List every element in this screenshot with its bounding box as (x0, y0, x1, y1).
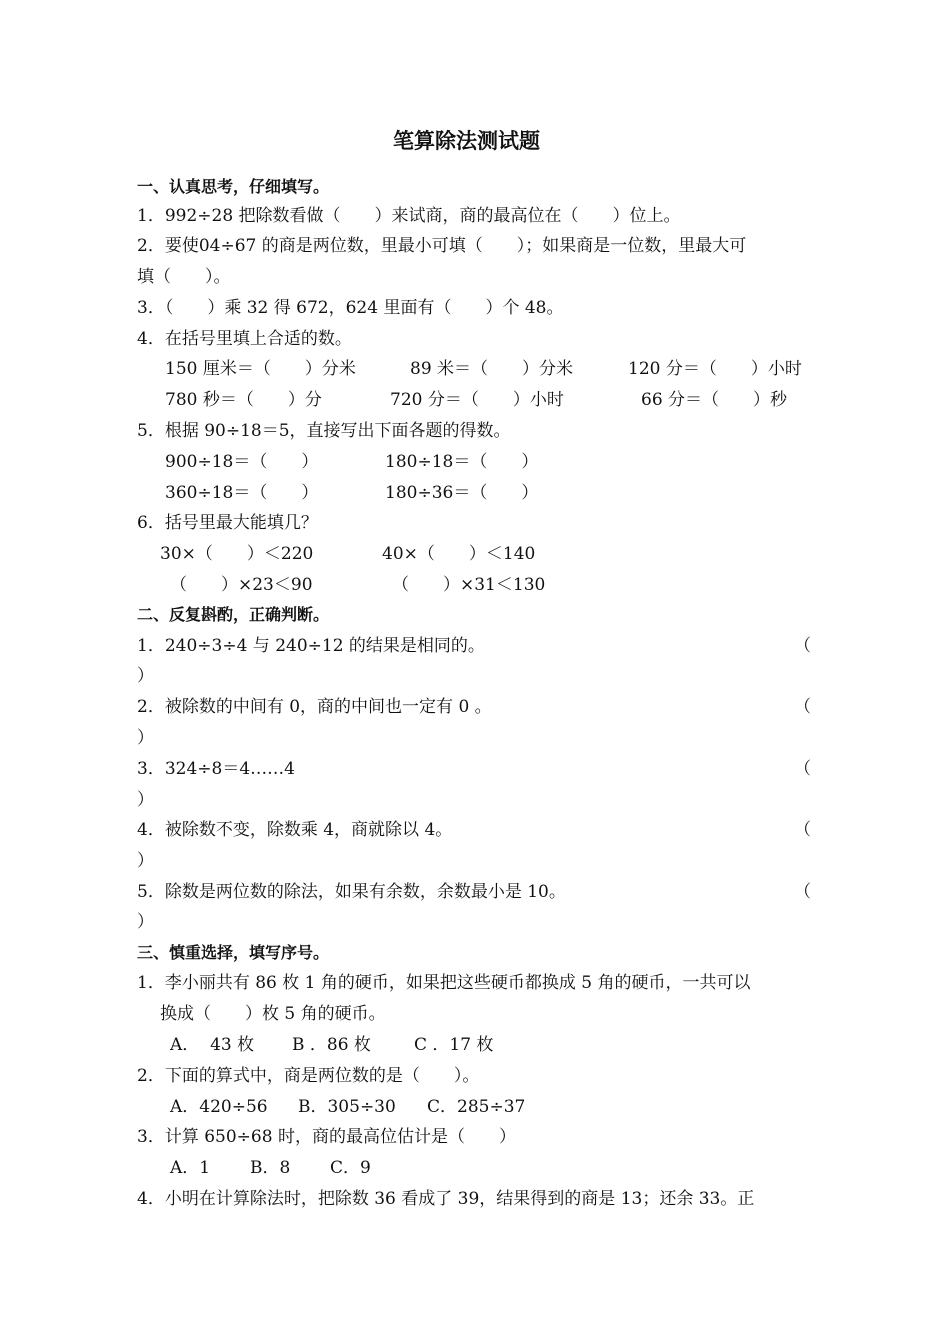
answer-paren-open: （ (794, 697, 811, 717)
s1-question-2-line-2: 填（ ）。 (137, 267, 231, 287)
s1-question-2-line-1: 2．要使04÷67 的商是两位数，里最小可填（ ）；如果商是一位数，里最大可 (137, 236, 747, 256)
answer-paren-open: （ (794, 636, 811, 656)
judgement-item-5: 5．除数是两位数的除法，如果有余数，余数最小是 10。 (137, 882, 566, 902)
unit-blank-item: 89 米＝（ ）分米 (410, 359, 574, 379)
choice-question-4: 4．小明在计算除法时，把除数 36 看成了 39，结果得到的商是 13；还余 33。正 (137, 1189, 755, 1209)
s1-question-3: 3．（ ）乘 32 得 672，624 里面有（ ）个 48。 (137, 298, 564, 318)
unit-blank-item: 66 分＝（ ）秒 (641, 390, 788, 410)
judgement-item-3: 3．324÷8＝4……4 (137, 759, 295, 779)
choice-option-b: B ．86 枚 (292, 1035, 371, 1055)
division-blank-item: 180÷18＝（ ） (385, 452, 539, 472)
choice-question-3: 3．计算 650÷68 时，商的最高位估计是（ ） (137, 1127, 516, 1147)
unit-blank-item: 150 厘米＝（ ）分米 (165, 359, 356, 379)
section-1-heading: 一、认真思考，仔细填写。 (137, 177, 330, 196)
choice-option-b: B．305÷30 (298, 1097, 396, 1117)
inequality-item: 30×（ ）＜220 (160, 544, 314, 564)
page-title: 笔算除法测试题 (393, 129, 540, 153)
unit-blank-item: 720 分＝（ ）小时 (390, 390, 564, 410)
choice-option-a: A．420÷56 (170, 1097, 268, 1117)
inequality-item: 40×（ ）＜140 (382, 544, 536, 564)
choice-question-1-line-1: 1．李小丽共有 86 枚 1 角的硬币，如果把这些硬币都换成 5 角的硬币，一共可以 (137, 973, 751, 993)
unit-blank-item: 780 秒＝（ ）分 (165, 390, 322, 410)
division-blank-item: 900÷18＝（ ） (165, 452, 319, 472)
answer-paren-close: ） (137, 790, 154, 810)
answer-paren-open: （ (794, 820, 811, 840)
choice-question-1-line-2: 换成（ ）枚 5 角的硬币。 (160, 1004, 386, 1024)
division-blank-item: 360÷18＝（ ） (165, 483, 319, 503)
inequality-item: （ ）×23＜90 (170, 575, 313, 595)
answer-paren-open: （ (794, 882, 811, 902)
s1-question-6: 6．括号里最大能填几？ (137, 513, 318, 533)
answer-paren-close: ） (137, 912, 154, 932)
section-3-heading: 三、慎重选择，填写序号。 (137, 943, 330, 962)
s1-question-5: 5．根据 90÷18＝5，直接写出下面各题的得数。 (137, 421, 511, 441)
choice-option-c: C ．17 枚 (414, 1035, 494, 1055)
answer-paren-close: ） (137, 728, 154, 748)
unit-blank-item: 120 分＝（ ）小时 (628, 359, 802, 379)
inequality-item: （ ）×31＜130 (392, 575, 546, 595)
choice-option-a: A． 43 枚 (170, 1035, 255, 1055)
answer-paren-close: ） (137, 851, 154, 871)
choice-question-2: 2．下面的算式中，商是两位数的是（ ）。 (137, 1066, 480, 1086)
s1-question-4: 4．在括号里填上合适的数。 (137, 329, 352, 349)
s1-question-1: 1．992÷28 把除数看做（ ）来试商，商的最高位在（ ）位上。 (137, 206, 681, 226)
choice-option-b: B．8 (250, 1158, 291, 1178)
choice-option-a: A．1 (170, 1158, 211, 1178)
division-blank-item: 180÷36＝（ ） (385, 483, 539, 503)
judgement-item-2: 2．被除数的中间有 0，商的中间也一定有 0 。 (137, 697, 492, 717)
judgement-item-4: 4．被除数不变，除数乘 4，商就除以 4。 (137, 820, 453, 840)
answer-paren-close: ） (137, 666, 154, 686)
choice-option-c: C．9 (330, 1158, 371, 1178)
choice-option-c: C．285÷37 (427, 1097, 526, 1117)
answer-paren-open: （ (794, 759, 811, 779)
section-2-heading: 二、反复斟酌，正确判断。 (137, 605, 330, 624)
judgement-item-1: 1．240÷3÷4 与 240÷12 的结果是相同的。 (137, 636, 485, 656)
